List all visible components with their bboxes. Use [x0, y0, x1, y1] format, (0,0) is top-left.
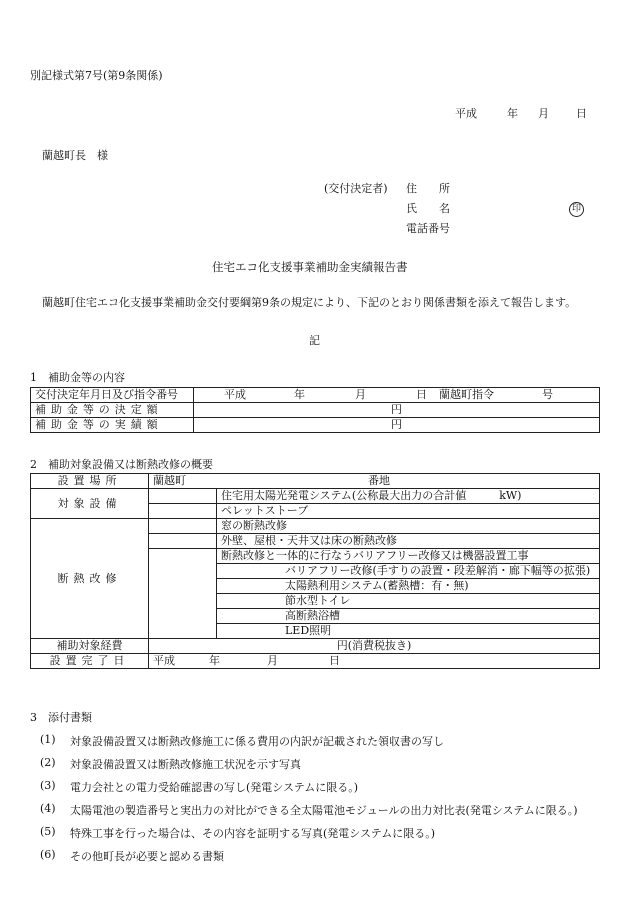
- decision-amount-value[interactable]: 円: [194, 403, 600, 418]
- intro-text: 蘭越町住宅エコ化支援事業補助金交付要綱第9条の規定により、下記のとおり関係書類を添えて報告します。: [42, 296, 577, 309]
- completion-day: 日: [329, 654, 340, 667]
- name-label: 氏 名: [406, 202, 450, 215]
- sub-insulated-bathtub: 高断熱浴槽: [217, 609, 600, 624]
- decision-date-value[interactable]: [194, 388, 600, 403]
- list-item: (5) 特殊工事を行った場合は、その内容を証明する写真(発電システムに限る。): [40, 825, 435, 841]
- table-row: [31, 403, 600, 418]
- completion-month: 月: [267, 654, 278, 667]
- decision-year: 年: [294, 388, 305, 401]
- table-row: [31, 474, 600, 489]
- decision-month: 月: [355, 388, 366, 401]
- list-item: (4) 太陽電池の製造番号と実出力の対比ができる全太陽電池モジュールの出力対比表(発電システムに限る。): [40, 802, 578, 818]
- decision-day: 日: [416, 388, 427, 401]
- table-row: [31, 418, 600, 433]
- section2-heading: 2 補助対象設備又は断熱改修の概要: [30, 458, 213, 471]
- location-value[interactable]: [149, 474, 600, 489]
- list-item: (3) 電力会社との電力受給確認書の写し(発電システムに限る。): [40, 779, 358, 795]
- table-row: [31, 489, 600, 504]
- seal-mark: [569, 201, 584, 217]
- checkbox-cell[interactable]: [149, 504, 217, 519]
- table-row: [31, 654, 600, 669]
- equipment-pellet-stove: ペレットストーブ: [217, 504, 600, 519]
- checkbox-cell[interactable]: [149, 489, 217, 504]
- table-row: [31, 519, 600, 534]
- list-item: (6) その他町長が必要と認める書類: [40, 848, 224, 864]
- overview-table: [30, 473, 600, 669]
- date-day: 日: [576, 107, 587, 120]
- insulation-walls: 外壁、屋根・天井又は床の断熱改修: [217, 534, 600, 549]
- list-item: (1) 対象設備設置又は断熱改修施工に係る費用の内訳が記載された領収書の写し: [40, 733, 444, 748]
- date-month: 月: [538, 107, 549, 120]
- completion-year: 年: [209, 654, 220, 667]
- table-row: [31, 388, 600, 403]
- actual-amount-label: 補助金等の実績額: [31, 418, 194, 433]
- actual-amount-value[interactable]: 円: [194, 418, 600, 433]
- cost-value[interactable]: 円(消費税抜き): [149, 639, 600, 654]
- addressee: 蘭越町長 様: [42, 149, 108, 162]
- checkbox-cell[interactable]: [149, 519, 217, 534]
- sub-solar-thermal: 太陽熱利用システム(蓄熱槽：有・無): [217, 579, 600, 594]
- command-label: 蘭越町指令: [439, 388, 494, 401]
- completion-label: 設置完了日: [31, 654, 149, 669]
- completion-era: 平成: [153, 654, 175, 667]
- seal-icon: 印: [569, 202, 584, 217]
- table-row: [31, 639, 600, 654]
- form-number: 別記様式第7号(第9条関係): [30, 69, 163, 82]
- checkbox-cell[interactable]: [149, 534, 217, 549]
- phone-label: 電話番号: [406, 222, 450, 235]
- ki-label: 記: [309, 334, 320, 347]
- insulation-window: 窓の断熱改修: [217, 519, 600, 534]
- attachment-list: [40, 733, 600, 871]
- grant-table: [30, 387, 600, 433]
- document-title: 住宅エコ化支援事業補助金実績報告書: [212, 260, 408, 274]
- applicant-role: (交付決定者): [324, 182, 388, 195]
- decision-era: 平成: [224, 388, 246, 401]
- checkbox-cell[interactable]: [149, 549, 217, 639]
- insulation-combined: 断熱改修と一体的に行なうバリアフリー改修又は機器設置工事: [217, 549, 600, 564]
- decision-date-label: 交付決定年月日及び指令番号: [31, 388, 194, 403]
- equipment-label: 対象設備: [31, 489, 149, 519]
- sub-water-saving-toilet: 節水型トイレ: [217, 594, 600, 609]
- insulation-label: 断熱改修: [31, 519, 149, 639]
- address-label: 住 所: [406, 182, 450, 195]
- location-banchi: 番地: [368, 474, 390, 487]
- command-number: 号: [542, 388, 553, 401]
- sub-barrier-free: バリアフリー改修(手すりの設置・段差解消・廊下幅等の拡張): [217, 564, 600, 579]
- decision-amount-label: 補助金等の決定額: [31, 403, 194, 418]
- list-item: (2) 対象設備設置又は断熱改修施工状況を示す写真: [40, 756, 301, 772]
- location-town: 蘭越町: [153, 474, 186, 487]
- date-era: 平成: [455, 107, 477, 120]
- date-year: 年: [507, 107, 518, 120]
- location-label: 設置場所: [31, 474, 149, 489]
- equipment-solar: 住宅用太陽光発電システム(公称最大出力の合計値 kW): [217, 489, 600, 504]
- cost-label: 補助対象経費: [31, 639, 149, 654]
- section3-heading: 3 添付書類: [30, 711, 92, 724]
- completion-value[interactable]: [149, 654, 600, 669]
- section1-heading: 1 補助金等の内容: [30, 371, 125, 384]
- sub-led-lighting: LED照明: [217, 624, 600, 639]
